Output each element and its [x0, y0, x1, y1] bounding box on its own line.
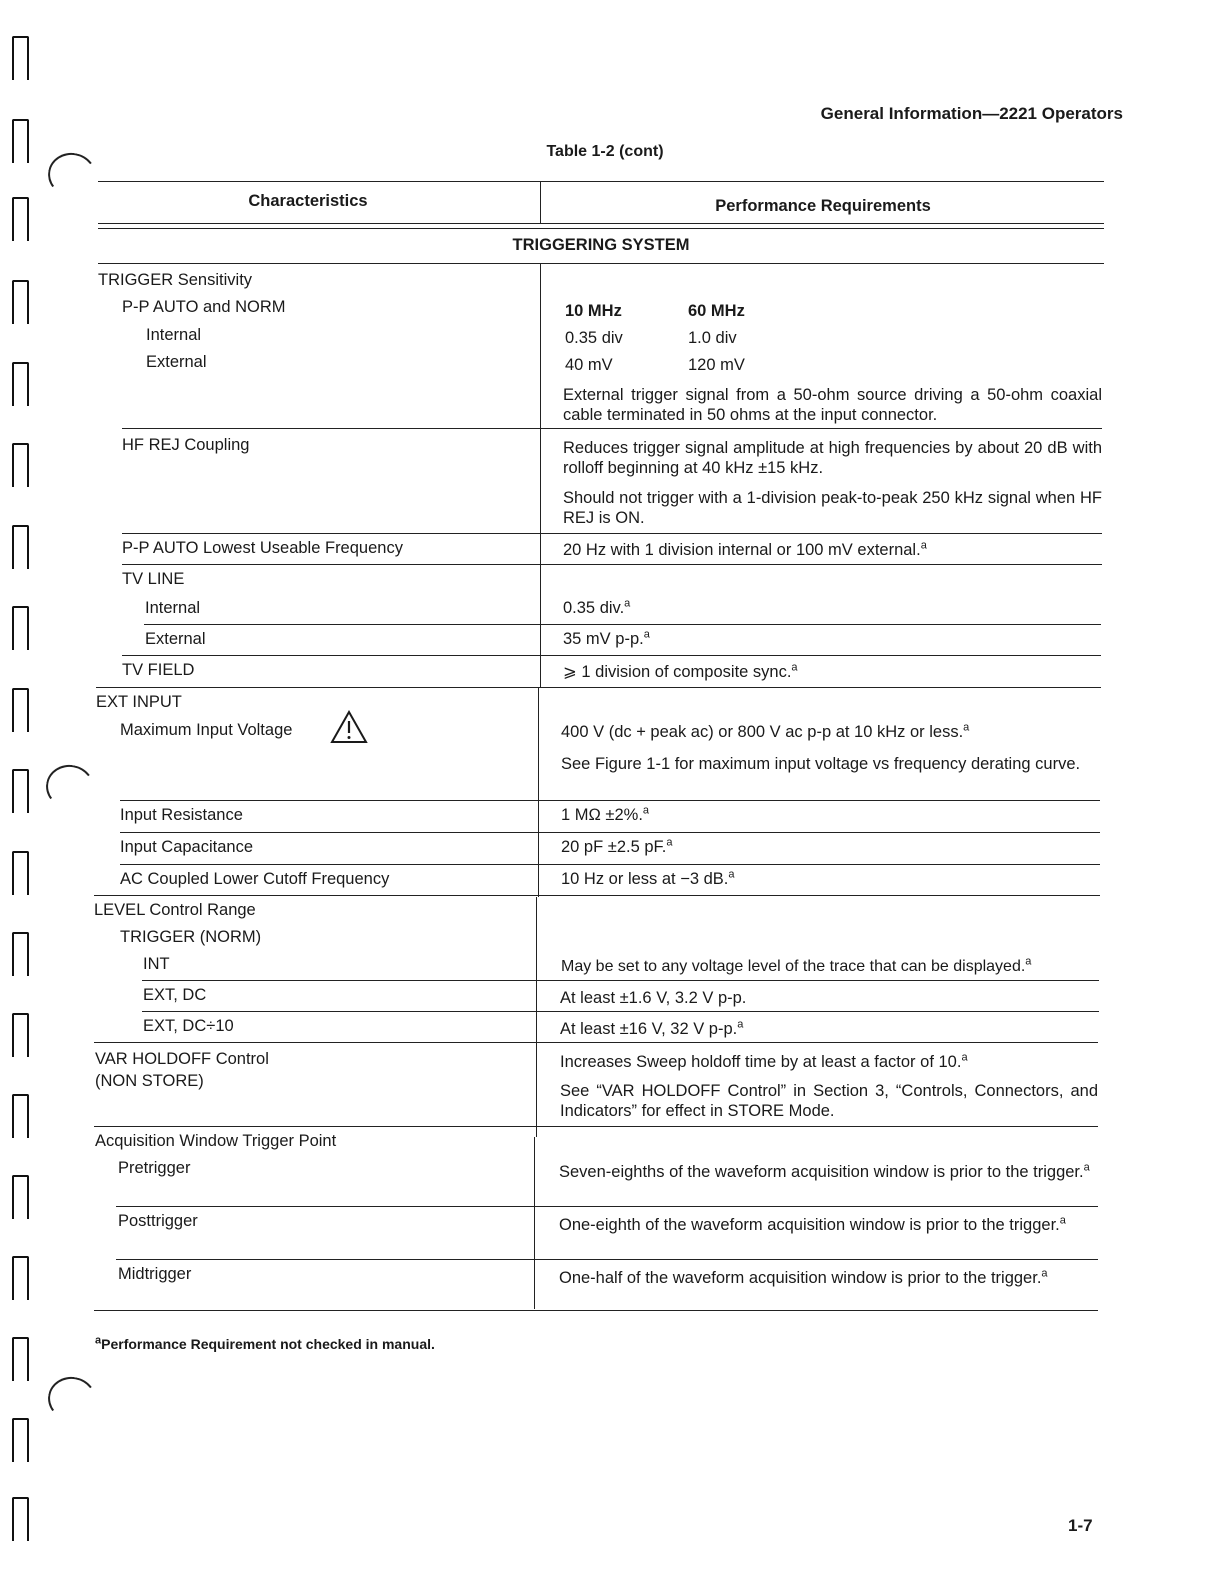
perf-text: 20 Hz with 1 division internal or 100 mV external. — [563, 541, 921, 559]
footnote-ref: a — [728, 868, 735, 881]
char-label: TRIGGER (NORM) — [120, 928, 262, 946]
perf-text: Increases Sweep holdoff time by at least a factor of 10. — [560, 1053, 962, 1071]
char-label: HF REJ Coupling — [122, 436, 250, 454]
char-label: VAR HOLDOFF Control — [95, 1050, 269, 1068]
ring-mark — [12, 606, 29, 650]
rule — [94, 1310, 1098, 1311]
perf-text: 10 Hz or less at −3 dB. — [561, 870, 729, 888]
rule — [142, 1011, 1099, 1012]
ring-mark — [12, 280, 29, 324]
footnote-marker: a — [95, 1334, 102, 1347]
binding-rings — [8, 0, 32, 1574]
perf-text: 0.35 div. — [563, 599, 625, 617]
char-label: External — [146, 353, 207, 371]
ring-mark — [12, 36, 29, 80]
rule — [94, 1126, 1098, 1127]
rule — [98, 181, 1104, 182]
rule — [98, 228, 1104, 229]
footnote-ref: a — [963, 721, 970, 734]
ring-mark — [12, 119, 29, 163]
footnote-ref: a — [961, 1051, 968, 1064]
char-label: External — [145, 630, 206, 648]
rule — [122, 564, 1102, 565]
rule — [98, 223, 1104, 224]
punch-hole — [45, 1373, 100, 1425]
ring-mark — [12, 443, 29, 487]
rule — [142, 980, 1099, 981]
rule — [122, 533, 1102, 534]
rule — [94, 1042, 1098, 1043]
ring-mark — [12, 1418, 29, 1462]
ring-mark — [12, 1497, 29, 1541]
perf-text: One-half of the waveform acquisition window is prior to the trigger. — [559, 1269, 1042, 1287]
perf-text: Should not trigger with a 1-division peak-to-peak 250 kHz signal when HF REJ is ON. — [563, 489, 1102, 527]
warning-triangle-icon — [330, 710, 368, 744]
perf-text: At least ±1.6 V, 3.2 V p-p. — [560, 989, 747, 1007]
char-label: Input Capacitance — [120, 838, 254, 856]
perf-text: At least ±16 V, 32 V p-p. — [560, 1020, 738, 1038]
perf-text: See Figure 1-1 for maximum input voltage vs frequency derating curve. — [561, 755, 1081, 773]
footnote-ref: a — [791, 661, 798, 674]
perf-value: 40 mV — [565, 356, 613, 374]
rule — [120, 832, 1100, 833]
ring-mark — [12, 1094, 29, 1138]
char-label: Pretrigger — [118, 1159, 191, 1177]
ring-mark — [12, 932, 29, 976]
char-label: Maximum Input Voltage — [120, 721, 293, 739]
ring-mark — [12, 851, 29, 895]
footnote-ref: a — [642, 804, 650, 817]
footnote-ref: a — [1041, 1267, 1048, 1280]
footnote-ref: a — [737, 1018, 744, 1031]
perf-text: 20 pF ±2.5 pF. — [561, 838, 667, 856]
running-head: General Information—2221 Operators — [820, 104, 1123, 123]
section-heading: TRIGGERING SYSTEM — [512, 236, 690, 254]
perf-text: 35 mV p-p. — [563, 630, 644, 648]
char-label: Input Resistance — [120, 806, 243, 824]
footnote-ref: a — [920, 539, 927, 552]
rule — [94, 895, 1100, 896]
char-label: INT — [143, 955, 170, 973]
char-label: EXT, DC — [143, 986, 207, 1004]
footnote-ref: a — [1083, 1161, 1090, 1174]
perf-value: 1.0 div — [688, 329, 737, 347]
ring-mark — [12, 362, 29, 406]
perf-text: One-eighth of the waveform acquisition window is prior to the trigger. — [559, 1216, 1060, 1234]
footnote-ref: a — [1059, 1214, 1066, 1227]
perf-value: 120 mV — [688, 356, 745, 374]
freq-heading: 10 MHz — [565, 302, 622, 320]
punch-hole — [45, 149, 100, 201]
char-label: Internal — [146, 326, 202, 344]
char-label: P-P AUTO and NORM — [122, 298, 286, 316]
ring-mark — [12, 1337, 29, 1381]
ring-mark — [12, 1013, 29, 1057]
footnote-ref: a — [1025, 955, 1032, 968]
ring-mark — [12, 197, 29, 241]
rule — [116, 1206, 1098, 1207]
perf-text: May be set to any voltage level of the trace that can be displayed. — [561, 958, 1026, 975]
perf-text: 400 V (dc + peak ac) or 800 V ac p-p at 10 kHz or less. — [561, 723, 964, 741]
column-header-characteristics: Characteristics — [248, 192, 368, 210]
ring-mark — [12, 1175, 29, 1219]
punch-hole — [43, 761, 98, 813]
column-divider — [540, 181, 541, 223]
char-label: Acquisition Window Trigger Point — [95, 1132, 337, 1150]
rule — [120, 864, 1100, 865]
rule — [120, 800, 1100, 801]
page-number: 1-7 — [1068, 1516, 1093, 1535]
char-label: Midtrigger — [118, 1265, 192, 1283]
footnote-ref: a — [666, 836, 673, 849]
perf-text: Reduces trigger signal amplitude at high frequencies by about 20 dB with rolloff beginning at 40 kHz ±15 kHz. — [563, 439, 1102, 477]
char-label: TRIGGER Sensitivity — [98, 271, 253, 289]
column-divider — [538, 687, 539, 897]
footnote — [95, 1336, 435, 1352]
ring-mark — [12, 1256, 29, 1300]
perf-text: ⩾ 1 division of composite sync. — [563, 663, 792, 681]
rule — [144, 624, 1101, 625]
perf-text: Seven-eighths of the waveform acquisition window is prior to the trigger. — [559, 1163, 1084, 1181]
char-label: AC Coupled Lower Cutoff Frequency — [120, 870, 390, 888]
footnote-text: Performance Requirement not checked in manual. — [101, 1336, 435, 1352]
column-header-performance: Performance Requirements — [715, 197, 931, 215]
char-label: P-P AUTO Lowest Useable Frequency — [122, 539, 403, 557]
char-label: Internal — [145, 599, 201, 617]
column-divider — [534, 1137, 535, 1309]
ring-mark — [12, 688, 29, 732]
footnote-ref: a — [624, 597, 631, 610]
column-divider — [536, 897, 537, 1137]
char-label: TV LINE — [122, 570, 185, 588]
rule — [96, 687, 1101, 688]
char-label: TV FIELD — [122, 661, 195, 679]
rule — [122, 655, 1101, 656]
char-label: Posttrigger — [118, 1212, 198, 1230]
perf-text: See “VAR HOLDOFF Control” in Section 3, “Controls, Connectors, and Indicators” for effect in STORE Mode. — [560, 1082, 1098, 1120]
freq-heading: 60 MHz — [688, 302, 745, 320]
char-label: EXT INPUT — [96, 693, 182, 711]
char-label: EXT, DC÷10 — [143, 1017, 234, 1035]
footnote-ref: a — [643, 628, 650, 641]
rule — [116, 1259, 1098, 1260]
table-title: Table 1-2 (cont) — [546, 143, 664, 160]
rule — [98, 263, 1104, 264]
char-label: (NON STORE) — [95, 1072, 204, 1090]
char-label: LEVEL Control Range — [94, 901, 256, 919]
rule — [122, 428, 1102, 429]
ring-mark — [12, 525, 29, 569]
perf-text: 1 MΩ ±2%. — [561, 806, 643, 824]
perf-text: External trigger signal from a 50-ohm source driving a 50-ohm coaxial cable terminated in 50 ohms at the input connector. — [563, 386, 1102, 424]
ring-mark — [12, 769, 29, 813]
perf-value: 0.35 div — [565, 329, 623, 347]
